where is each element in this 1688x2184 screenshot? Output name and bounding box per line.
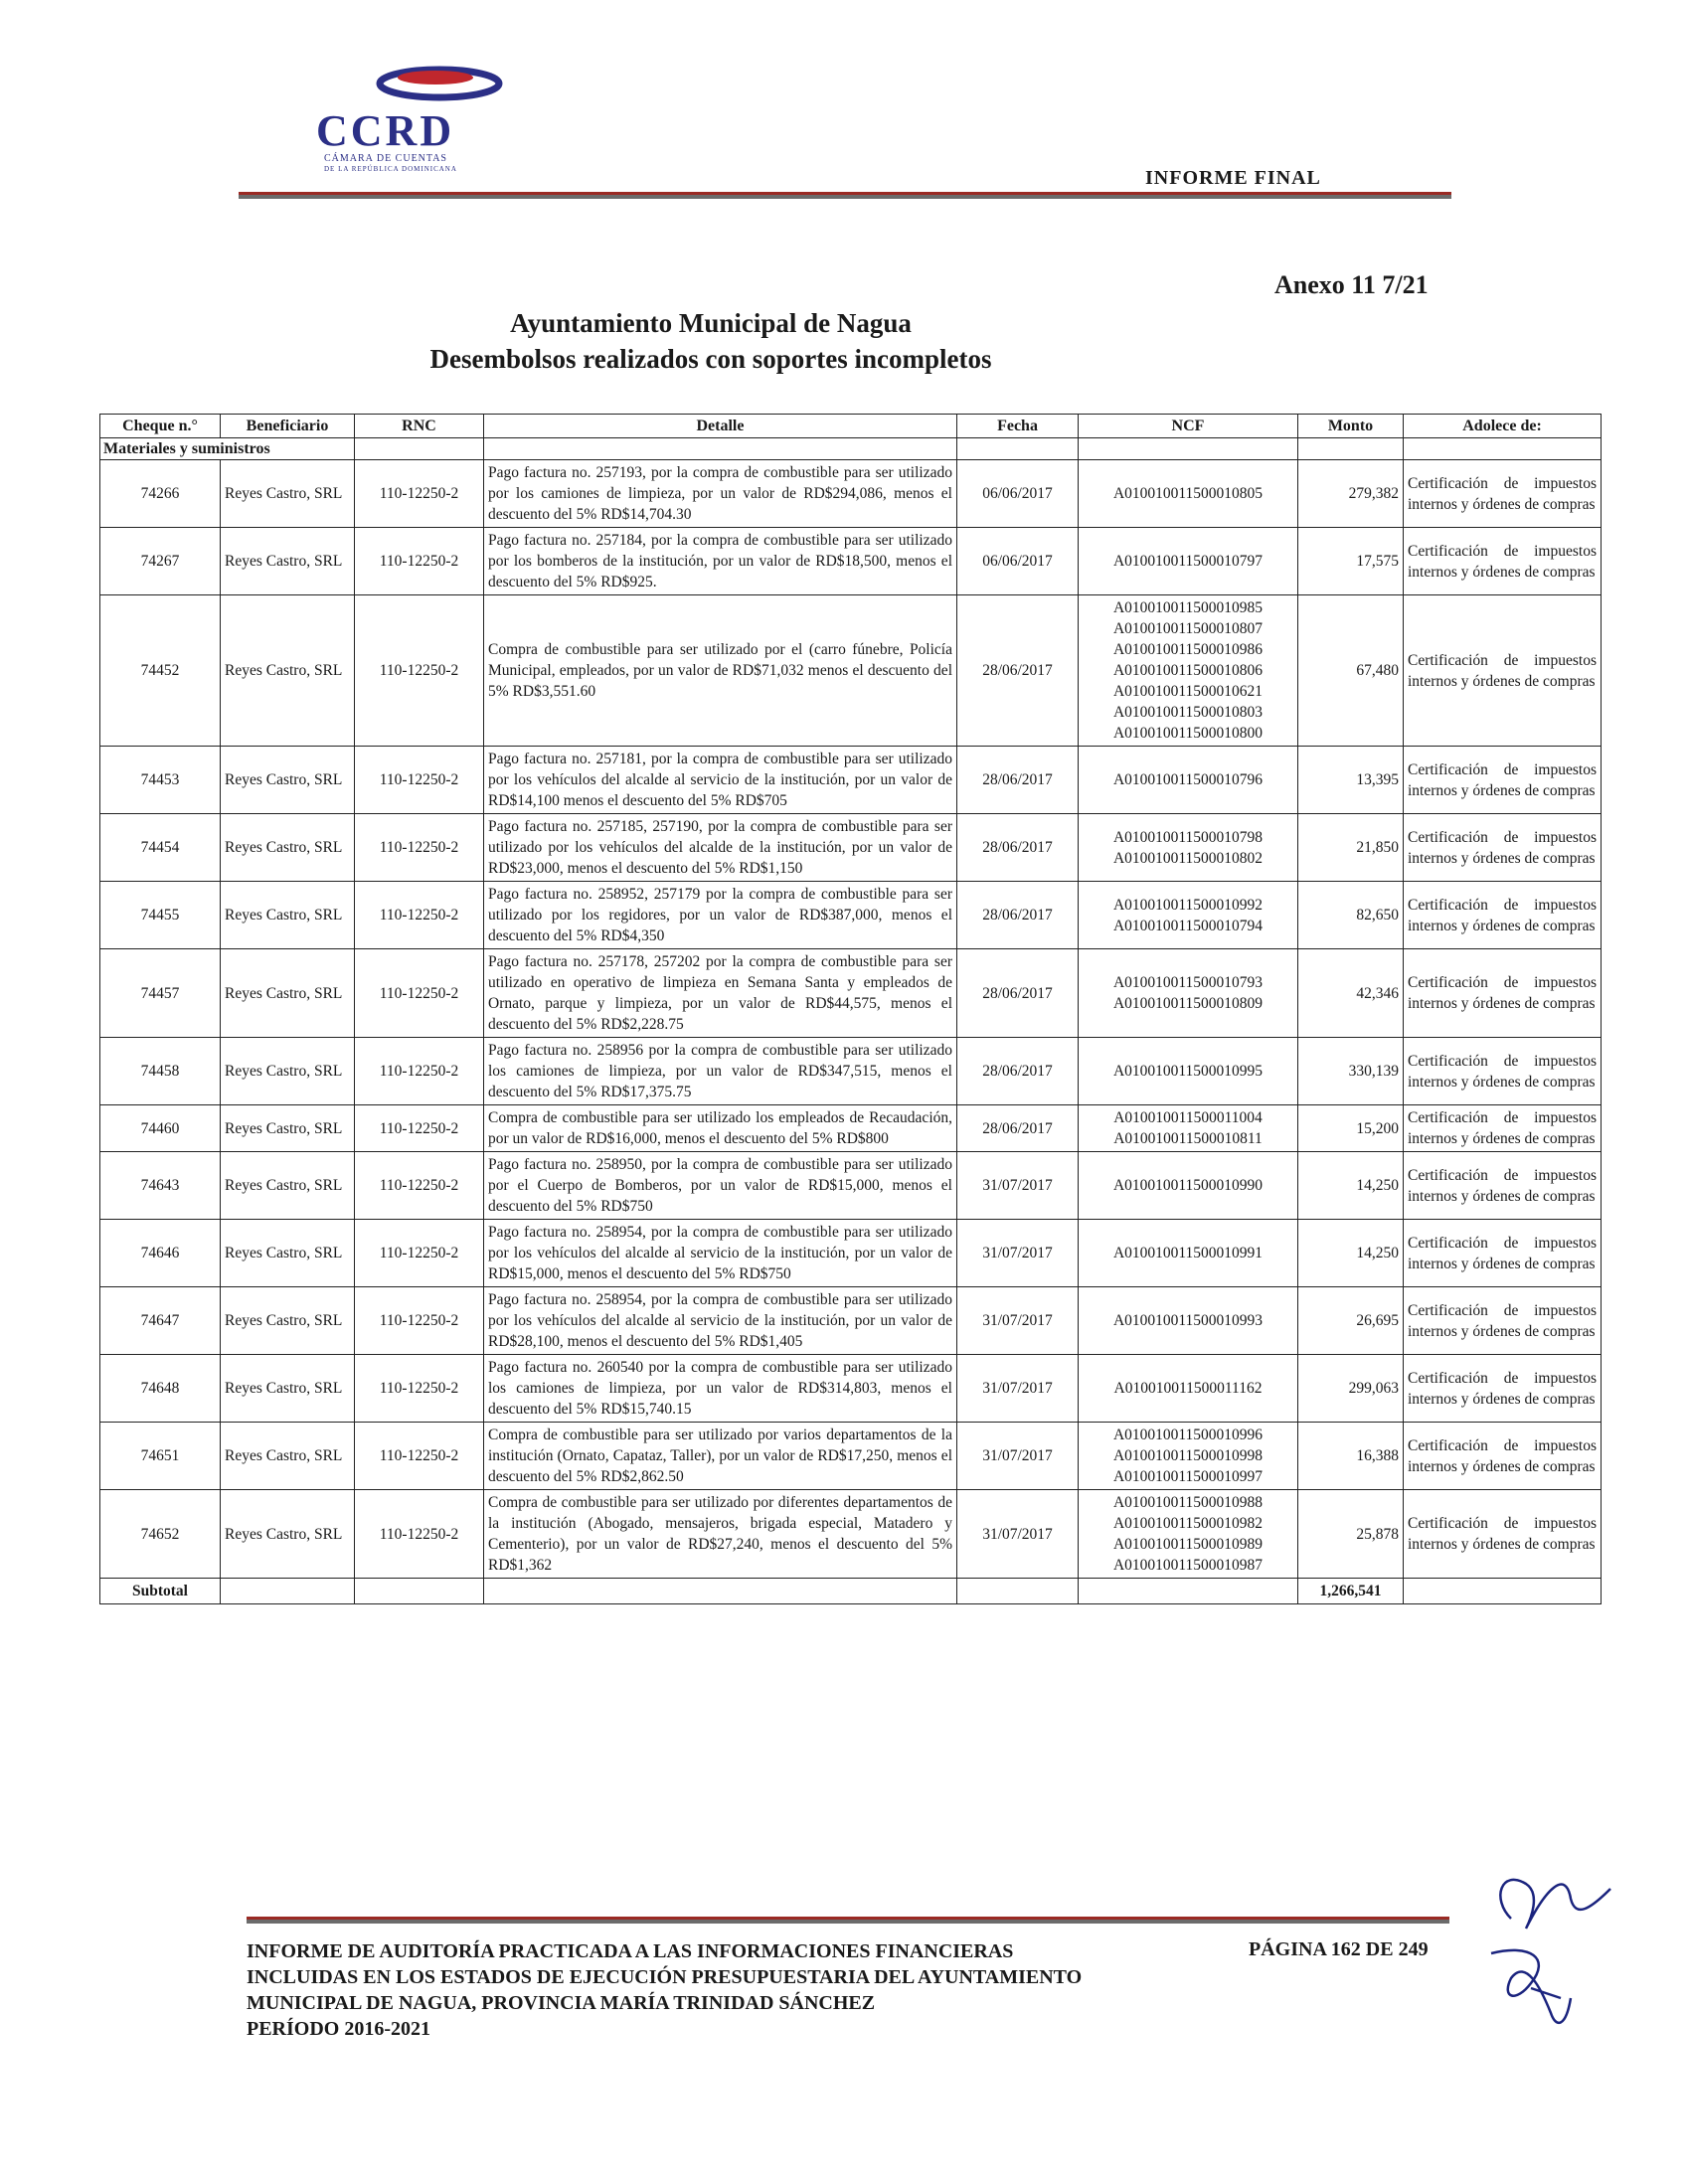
- fecha-cell: 31/07/2017: [957, 1287, 1079, 1355]
- ncf-line: A010010011500011162: [1113, 1380, 1263, 1397]
- ncf-line: A010010011500010794: [1112, 917, 1264, 934]
- ncf-line: A010010011500010993: [1112, 1312, 1264, 1329]
- ncf-cell: [1079, 1287, 1298, 1355]
- rnc-cell: 110-12250-2: [355, 1490, 484, 1579]
- footer-text: [247, 1938, 1201, 2042]
- detalle-cell: Compra de combustible para ser utilizado por varios departamentos de la institución (Ornato, Capataz, Taller), por un valor de RD$17,250, menos el descuento del 5% RD$2,862.50: [484, 1423, 957, 1490]
- cheque-cell: 74647: [100, 1287, 221, 1355]
- annex-label: Anexo 11 7/21: [1274, 270, 1429, 299]
- monto-cell: 21,850: [1298, 814, 1404, 882]
- ncf-cell: [1079, 949, 1298, 1038]
- monto-cell: 14,250: [1298, 1220, 1404, 1287]
- cheque-cell: 74458: [100, 1038, 221, 1105]
- ncf-cell: [1079, 1220, 1298, 1287]
- ncf-line: A010010011500010800: [1112, 725, 1264, 742]
- monto-cell: 17,575: [1298, 528, 1404, 595]
- table-row: [100, 1038, 1602, 1105]
- disbursements-table: [99, 414, 1602, 1604]
- monto-cell: 25,878: [1298, 1490, 1404, 1579]
- monto-cell: 42,346: [1298, 949, 1404, 1038]
- beneficiario-cell: Reyes Castro, SRL: [221, 1423, 355, 1490]
- fecha-cell: 31/07/2017: [957, 1423, 1079, 1490]
- rnc-cell: 110-12250-2: [355, 1038, 484, 1105]
- beneficiario-cell: Reyes Castro, SRL: [221, 747, 355, 814]
- ncf-line: A010010011500010991: [1112, 1245, 1264, 1261]
- detalle-cell: Pago factura no. 257185, 257190, por la compra de combustible para ser utilizado por los vehículos del alcalde de la institución, por un valor de RD$23,000, menos el descuento del 5% RD$1,150: [484, 814, 957, 882]
- ncf-line: A010010011500011004: [1113, 1109, 1263, 1126]
- table-row: [100, 1287, 1602, 1355]
- col-header-rnc: RNC: [355, 415, 484, 438]
- adolece-cell: Certificación de impuestos internos y órdenes de compras: [1404, 528, 1602, 595]
- ncf-line: A010010011500010796: [1112, 771, 1264, 788]
- category-row: [100, 438, 1602, 460]
- col-header-cheque: Cheque n.°: [100, 415, 221, 438]
- ncf-line: A010010011500010986: [1112, 641, 1264, 658]
- ncf-line: A010010011500010802: [1112, 849, 1264, 867]
- logo-text: CCRD: [316, 106, 455, 155]
- rnc-cell: 110-12250-2: [355, 1287, 484, 1355]
- fecha-cell: 28/06/2017: [957, 814, 1079, 882]
- subtotal-row: [100, 1579, 1602, 1604]
- ncf-line: A010010011500010989: [1112, 1536, 1264, 1553]
- ncf-line: A010010011500010621: [1112, 683, 1264, 700]
- ncf-line: A010010011500010806: [1112, 662, 1264, 679]
- table-header-row: [100, 415, 1602, 438]
- beneficiario-cell: Reyes Castro, SRL: [221, 1287, 355, 1355]
- detalle-cell: Pago factura no. 258954, por la compra de combustible para ser utilizado por los vehículos del alcalde al servicio de la institución, por un valor de RD$28,100, menos el descuento del 5% RD$1,405: [484, 1287, 957, 1355]
- ncf-cell: [1079, 1105, 1298, 1152]
- footer-line-1: INFORME DE AUDITORÍA PRACTICADA A LAS INFORMACIONES FINANCIERAS: [247, 1940, 1014, 1962]
- beneficiario-cell: Reyes Castro, SRL: [221, 1220, 355, 1287]
- ccrd-logo: [310, 56, 549, 173]
- fecha-cell: 06/06/2017: [957, 460, 1079, 528]
- table-row: [100, 595, 1602, 747]
- col-header-beneficiario: Beneficiario: [221, 415, 355, 438]
- subtotal-value: 1,266,541: [1298, 1579, 1404, 1604]
- adolece-cell: Certificación de impuestos internos y órdenes de compras: [1404, 1152, 1602, 1220]
- ncf-line: A010010011500010990: [1112, 1177, 1264, 1194]
- rnc-cell: 110-12250-2: [355, 949, 484, 1038]
- adolece-cell: Certificación de impuestos internos y órdenes de compras: [1404, 1220, 1602, 1287]
- detalle-cell: Pago factura no. 260540 por la compra de combustible para ser utilizado los camiones de limpieza, por un valor de RD$314,803, menos el descuento del 5% RD$15,740.15: [484, 1355, 957, 1423]
- table-row: [100, 1355, 1602, 1423]
- ncf-cell: [1079, 1152, 1298, 1220]
- cheque-cell: 74454: [100, 814, 221, 882]
- ncf-line: A010010011500010997: [1112, 1468, 1264, 1485]
- fecha-cell: 28/06/2017: [957, 595, 1079, 747]
- ncf-line: A010010011500010998: [1112, 1447, 1264, 1464]
- subtotal-label: Subtotal: [100, 1579, 221, 1604]
- beneficiario-cell: Reyes Castro, SRL: [221, 1105, 355, 1152]
- rnc-cell: 110-12250-2: [355, 528, 484, 595]
- col-header-adolece: Adolece de:: [1404, 415, 1602, 438]
- ncf-cell: [1079, 882, 1298, 949]
- logo-subtitle-2: DE LA REPÚBLICA DOMINICANA: [324, 165, 457, 173]
- cheque-cell: 74455: [100, 882, 221, 949]
- table-row: [100, 1423, 1602, 1490]
- ncf-line: A010010011500010797: [1112, 553, 1264, 570]
- table-row: [100, 1490, 1602, 1579]
- beneficiario-cell: Reyes Castro, SRL: [221, 528, 355, 595]
- table-row: [100, 1152, 1602, 1220]
- detalle-cell: Compra de combustible para ser utilizado los empleados de Recaudación, por un valor de RD$16,000, menos el descuento del 5% RD$800: [484, 1105, 957, 1152]
- fecha-cell: 28/06/2017: [957, 1038, 1079, 1105]
- ncf-line: A010010011500010793: [1112, 974, 1264, 991]
- category-label: Materiales y suministros: [100, 438, 355, 460]
- monto-cell: 16,388: [1298, 1423, 1404, 1490]
- adolece-cell: Certificación de impuestos internos y órdenes de compras: [1404, 595, 1602, 747]
- cheque-cell: 74648: [100, 1355, 221, 1423]
- cheque-cell: 74453: [100, 747, 221, 814]
- rnc-cell: 110-12250-2: [355, 882, 484, 949]
- ncf-line: A010010011500010995: [1112, 1063, 1264, 1080]
- cheque-cell: 74643: [100, 1152, 221, 1220]
- fecha-cell: 28/06/2017: [957, 1105, 1079, 1152]
- ncf-cell: [1079, 1355, 1298, 1423]
- table-row: [100, 747, 1602, 814]
- table-row: [100, 949, 1602, 1038]
- monto-cell: 14,250: [1298, 1152, 1404, 1220]
- rnc-cell: 110-12250-2: [355, 460, 484, 528]
- fecha-cell: 06/06/2017: [957, 528, 1079, 595]
- header-label: INFORME FINAL: [1145, 167, 1321, 189]
- beneficiario-cell: Reyes Castro, SRL: [221, 1038, 355, 1105]
- adolece-cell: Certificación de impuestos internos y órdenes de compras: [1404, 882, 1602, 949]
- table-row: [100, 1220, 1602, 1287]
- page-title: Ayuntamiento Municipal de Nagua: [510, 308, 912, 338]
- footer-line-3: MUNICIPAL DE NAGUA, PROVINCIA MARÍA TRINIDAD SÁNCHEZ: [247, 1992, 876, 2014]
- footer-line-2: INCLUIDAS EN LOS ESTADOS DE EJECUCIÓN PRESUPUESTARIA DEL AYUNTAMIENTO: [247, 1966, 1083, 1988]
- ncf-cell: [1079, 1490, 1298, 1579]
- footer-rule: [247, 1917, 1449, 1924]
- rnc-cell: 110-12250-2: [355, 747, 484, 814]
- fecha-cell: 28/06/2017: [957, 949, 1079, 1038]
- col-header-fecha: Fecha: [957, 415, 1079, 438]
- detalle-cell: Pago factura no. 258952, 257179 por la compra de combustible para ser utilizado por los regidores, por un valor de RD$387,000, menos el descuento del 5% RD$4,350: [484, 882, 957, 949]
- page-subtitle: Desembolsos realizados con soportes incompletos: [429, 344, 992, 374]
- detalle-cell: Pago factura no. 258954, por la compra de combustible para ser utilizado por los vehículos del alcalde al servicio de la institución, por un valor de RD$15,000, menos el descuento del 5% RD$750: [484, 1220, 957, 1287]
- adolece-cell: Certificación de impuestos internos y órdenes de compras: [1404, 949, 1602, 1038]
- adolece-cell: Certificación de impuestos internos y órdenes de compras: [1404, 460, 1602, 528]
- signature-icon: [1471, 1849, 1620, 2048]
- detalle-cell: Pago factura no. 257178, 257202 por la compra de combustible para ser utilizado en operativo de limpieza en Semana Santa y empleados de Ornato, parque y limpieza, por un valor de RD$44,575, menos el descuento del 5% RD$2,228.75: [484, 949, 957, 1038]
- rnc-cell: 110-12250-2: [355, 1152, 484, 1220]
- monto-cell: 330,139: [1298, 1038, 1404, 1105]
- ncf-cell: [1079, 1038, 1298, 1105]
- cheque-cell: 74651: [100, 1423, 221, 1490]
- beneficiario-cell: Reyes Castro, SRL: [221, 1355, 355, 1423]
- adolece-cell: Certificación de impuestos internos y órdenes de compras: [1404, 1287, 1602, 1355]
- ncf-cell: [1079, 595, 1298, 747]
- ncf-line: A010010011500010987: [1112, 1557, 1264, 1574]
- detalle-cell: Compra de combustible para ser utilizado por el (carro fúnebre, Policía Municipal, empleados, por un valor de RD$71,032 menos el descuento del 5% RD$3,551.60: [484, 595, 957, 747]
- rnc-cell: 110-12250-2: [355, 595, 484, 747]
- fecha-cell: 31/07/2017: [957, 1355, 1079, 1423]
- col-header-detalle: Detalle: [484, 415, 957, 438]
- cheque-cell: 74452: [100, 595, 221, 747]
- cheque-cell: 74652: [100, 1490, 221, 1579]
- cheque-cell: 74266: [100, 460, 221, 528]
- fecha-cell: 28/06/2017: [957, 747, 1079, 814]
- ncf-cell: [1079, 814, 1298, 882]
- cheque-cell: 74457: [100, 949, 221, 1038]
- cheque-cell: 74646: [100, 1220, 221, 1287]
- monto-cell: 299,063: [1298, 1355, 1404, 1423]
- beneficiario-cell: Reyes Castro, SRL: [221, 949, 355, 1038]
- cheque-cell: 74460: [100, 1105, 221, 1152]
- col-header-ncf: NCF: [1079, 415, 1298, 438]
- beneficiario-cell: Reyes Castro, SRL: [221, 1152, 355, 1220]
- fecha-cell: 31/07/2017: [957, 1152, 1079, 1220]
- rnc-cell: 110-12250-2: [355, 1423, 484, 1490]
- beneficiario-cell: Reyes Castro, SRL: [221, 460, 355, 528]
- ncf-line: A010010011500010811: [1113, 1130, 1263, 1147]
- beneficiario-cell: Reyes Castro, SRL: [221, 814, 355, 882]
- ncf-line: A010010011500010982: [1112, 1515, 1264, 1532]
- ncf-line: A010010011500010805: [1112, 485, 1264, 502]
- detalle-cell: Pago factura no. 258956 por la compra de combustible para ser utilizado los camiones de limpieza, por un valor de RD$347,515, menos el descuento del 5% RD$17,375.75: [484, 1038, 957, 1105]
- fecha-cell: 31/07/2017: [957, 1220, 1079, 1287]
- adolece-cell: Certificación de impuestos internos y órdenes de compras: [1404, 1038, 1602, 1105]
- ncf-line: A010010011500010996: [1112, 1427, 1264, 1443]
- rnc-cell: 110-12250-2: [355, 1105, 484, 1152]
- beneficiario-cell: Reyes Castro, SRL: [221, 595, 355, 747]
- detalle-cell: Pago factura no. 257184, por la compra de combustible para ser utilizado por los bomberos de la institución, por un valor de RD$18,500, menos el descuento del 5% RD$925.: [484, 528, 957, 595]
- adolece-cell: Certificación de impuestos internos y órdenes de compras: [1404, 1355, 1602, 1423]
- page-number: PÁGINA 162 DE 249: [1249, 1938, 1429, 1960]
- footer-line-4: PERÍODO 2016-2021: [247, 2018, 430, 2040]
- ncf-line: A010010011500010803: [1112, 704, 1264, 721]
- ncf-line: A010010011500010798: [1112, 828, 1264, 846]
- adolece-cell: Certificación de impuestos internos y órdenes de compras: [1404, 1105, 1602, 1152]
- beneficiario-cell: Reyes Castro, SRL: [221, 882, 355, 949]
- table-row: [100, 528, 1602, 595]
- adolece-cell: Certificación de impuestos internos y órdenes de compras: [1404, 1490, 1602, 1579]
- monto-cell: 279,382: [1298, 460, 1404, 528]
- ncf-line: A010010011500010809: [1112, 995, 1264, 1012]
- detalle-cell: Pago factura no. 258950, por la compra de combustible para ser utilizado por el Cuerpo de Bomberos, por un valor de RD$15,000, menos el descuento del 5% RD$750: [484, 1152, 957, 1220]
- rnc-cell: 110-12250-2: [355, 814, 484, 882]
- ncf-line: A010010011500010807: [1112, 620, 1264, 637]
- col-header-monto: Monto: [1298, 415, 1404, 438]
- rnc-cell: 110-12250-2: [355, 1220, 484, 1287]
- header-rule: [239, 192, 1451, 199]
- ncf-cell: [1079, 460, 1298, 528]
- ncf-line: A010010011500010985: [1112, 599, 1264, 616]
- cheque-cell: 74267: [100, 528, 221, 595]
- detalle-cell: Pago factura no. 257181, por la compra de combustible para ser utilizado por los vehículos del alcalde al servicio de la institución, por un valor de RD$14,100 menos el descuento del 5% RD$705: [484, 747, 957, 814]
- adolece-cell: Certificación de impuestos internos y órdenes de compras: [1404, 747, 1602, 814]
- monto-cell: 82,650: [1298, 882, 1404, 949]
- table-row: [100, 1105, 1602, 1152]
- monto-cell: 26,695: [1298, 1287, 1404, 1355]
- monto-cell: 67,480: [1298, 595, 1404, 747]
- ncf-cell: [1079, 528, 1298, 595]
- monto-cell: 15,200: [1298, 1105, 1404, 1152]
- adolece-cell: Certificación de impuestos internos y órdenes de compras: [1404, 1423, 1602, 1490]
- ncf-cell: [1079, 747, 1298, 814]
- detalle-cell: Pago factura no. 257193, por la compra de combustible para ser utilizado por los camiones de limpieza, por un valor de RD$294,086, menos el descuento del 5% RD$14,704.30: [484, 460, 957, 528]
- table-row: [100, 460, 1602, 528]
- table-row: [100, 814, 1602, 882]
- beneficiario-cell: Reyes Castro, SRL: [221, 1490, 355, 1579]
- ncf-line: A010010011500010988: [1112, 1494, 1264, 1511]
- ncf-cell: [1079, 1423, 1298, 1490]
- detalle-cell: Compra de combustible para ser utilizado por diferentes departamentos de la institución (Abogado, mensajeros, brigada especial, Matadero y Cementerio), por un valor de RD$27,240, menos el descuento del 5% RD$1,362: [484, 1490, 957, 1579]
- fecha-cell: 28/06/2017: [957, 882, 1079, 949]
- logo-subtitle: CÁMARA DE CUENTAS: [324, 153, 447, 164]
- adolece-cell: Certificación de impuestos internos y órdenes de compras: [1404, 814, 1602, 882]
- table-row: [100, 882, 1602, 949]
- rnc-cell: 110-12250-2: [355, 1355, 484, 1423]
- fecha-cell: 31/07/2017: [957, 1490, 1079, 1579]
- monto-cell: 13,395: [1298, 747, 1404, 814]
- ncf-line: A010010011500010992: [1112, 896, 1264, 914]
